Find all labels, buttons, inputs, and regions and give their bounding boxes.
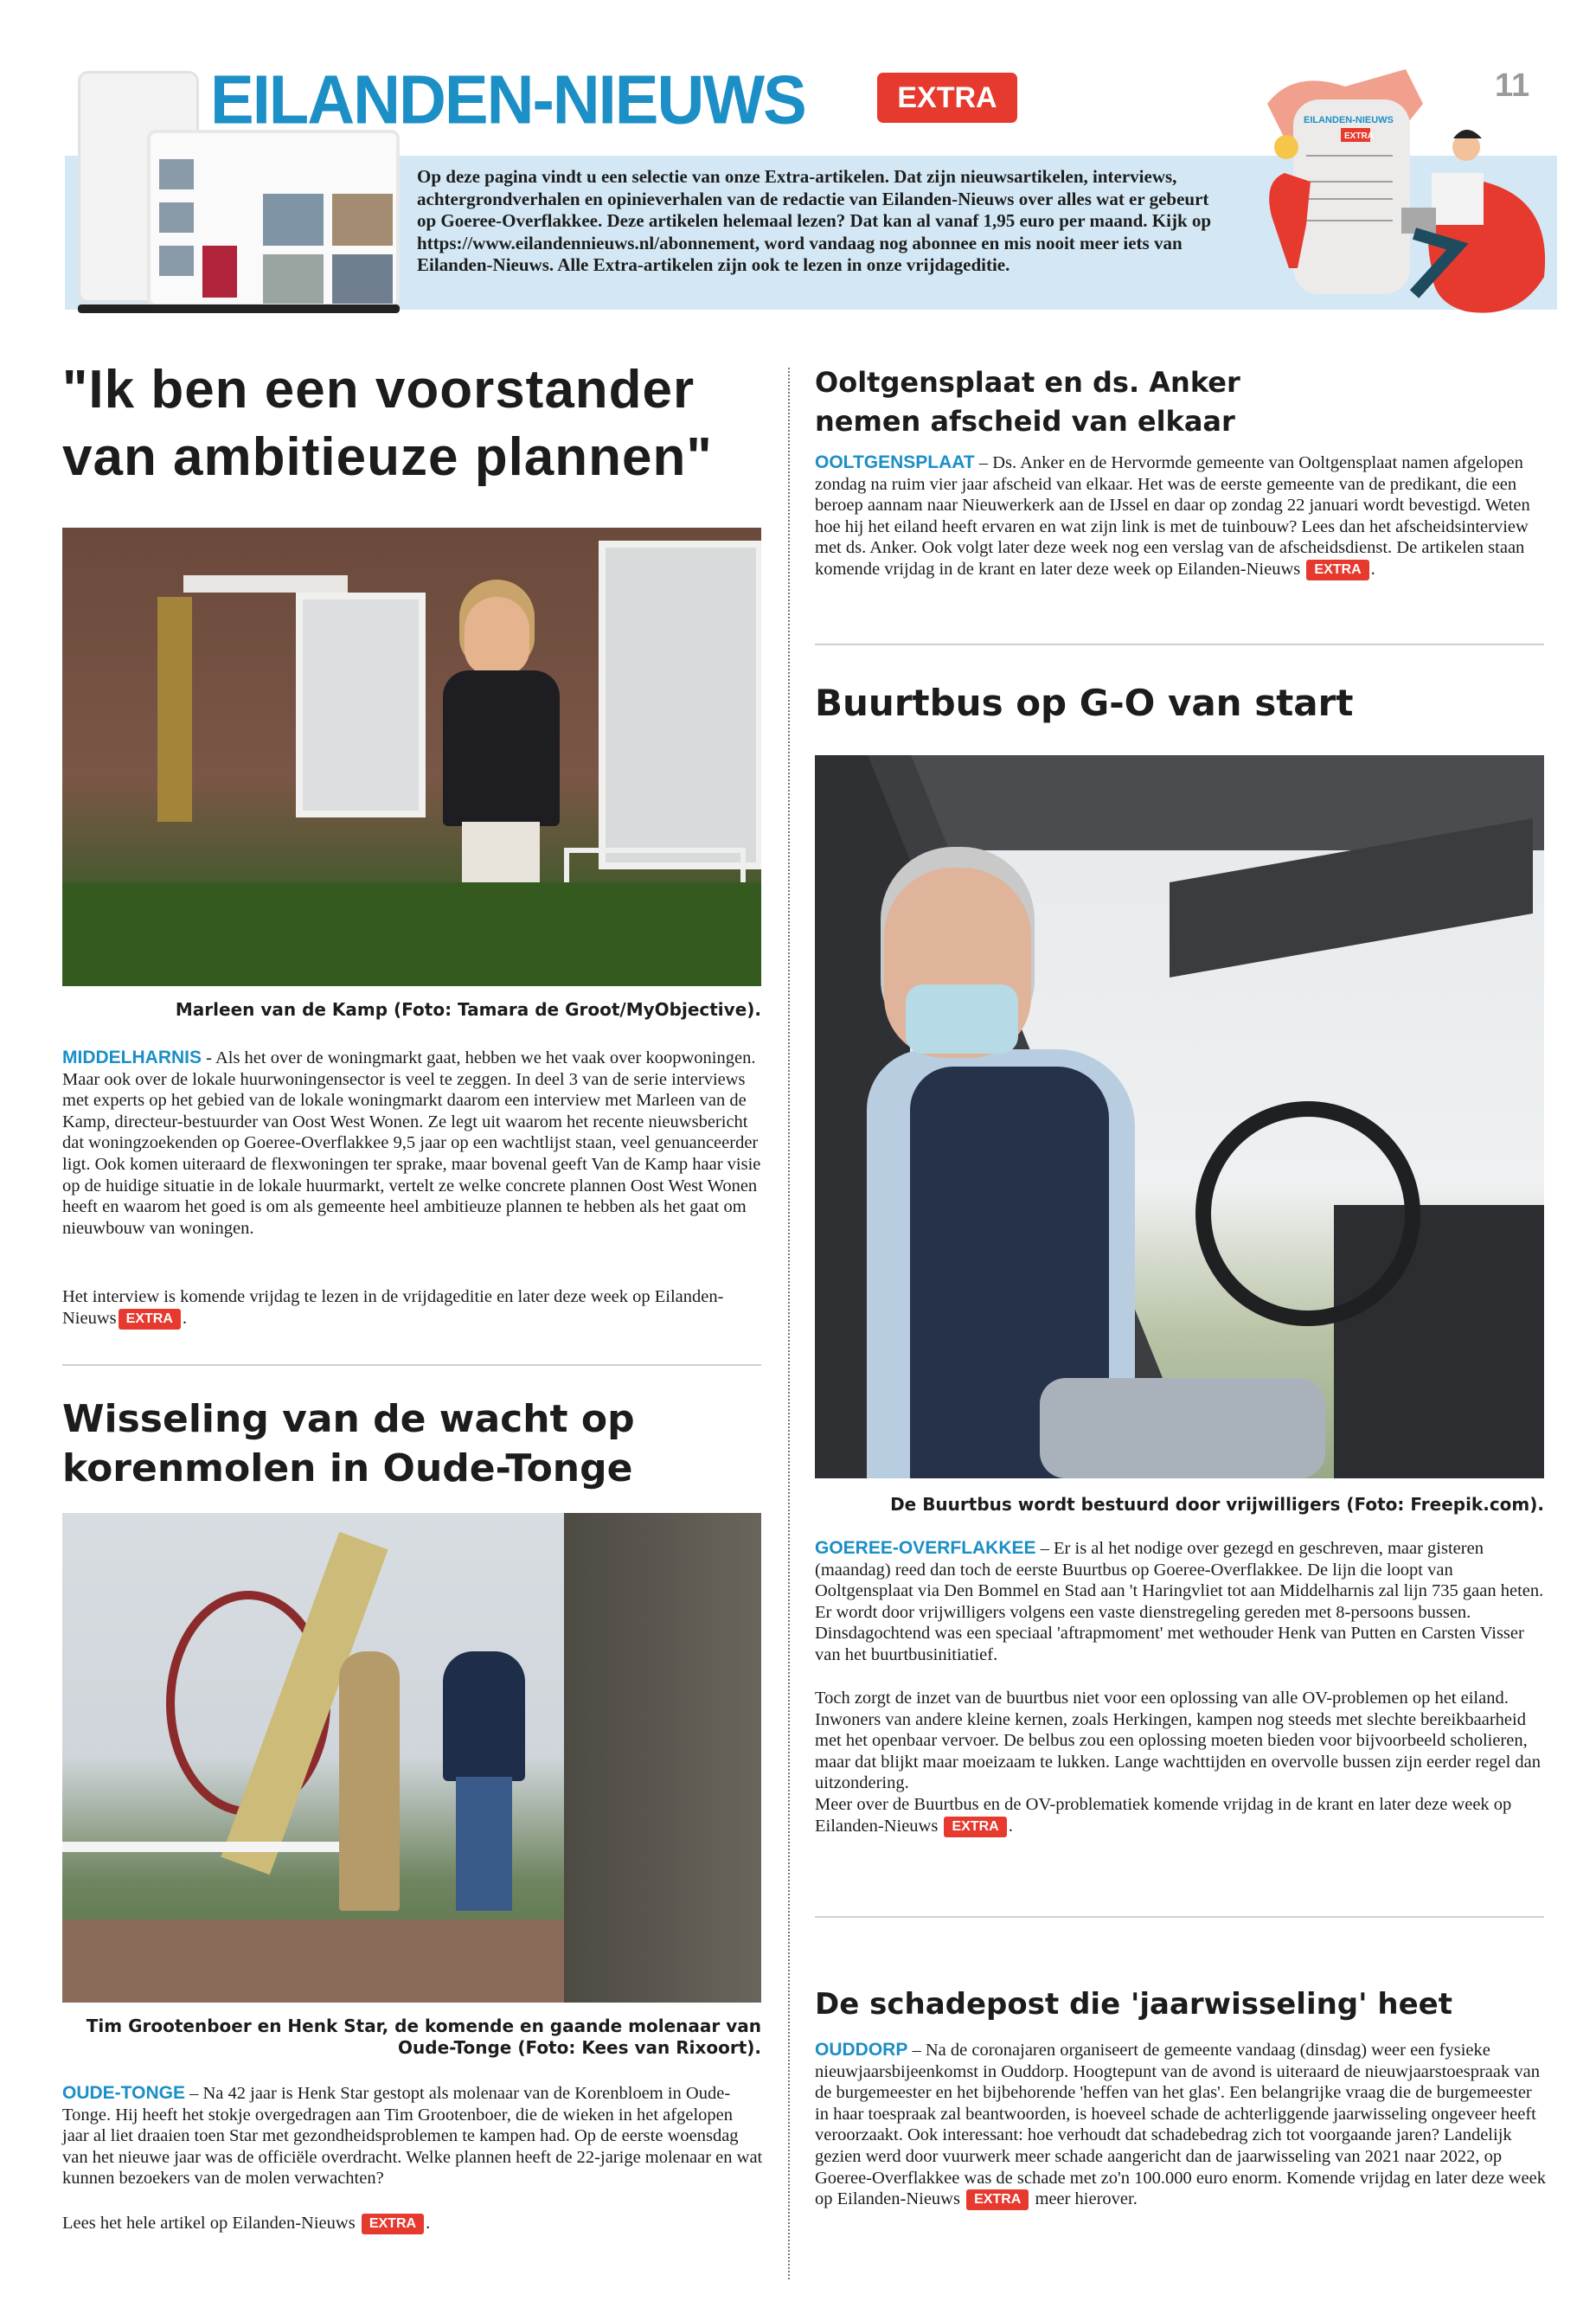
body-molen: [62, 2083, 763, 2189]
footer-text: Het interview is komende vrijdag te lezen in de vrijdageditie en later deze week op Eilanden-Nieuws: [62, 1287, 724, 1328]
article-divider: [815, 1916, 1544, 1918]
footer-end: .: [426, 2214, 431, 2233]
article-text: – Er is al het nodige over gezegd en geschreven, maar gisteren (maandag) reed dan toch de eerste Buurtbus op Goeree-Overflakkee. De lijn die loopt van Ooltgensplaat via Den Bommel en Stad aan 't Haringvliet tot aan Middelharnis zal lijn 735 gaan heten. Er wordt door vrijwilligers volgens een vaste dienstregeling gereden met 8-persoons bussen. Dinsdagochtend was een speciaal 'aftrapmoment' met wethouder Henk van Putten en Carsten Visser van het buurtbusinitiatief.: [815, 1539, 1544, 1664]
article-divider: [815, 644, 1544, 645]
photo-buurtbus-chauffeur: [815, 755, 1544, 1478]
article-text: – Na de coronajaren organiseert de gemeente vandaag (dinsdag) weer een fysieke nieuwjaarsbijeenkomst in Ouddorp. Hoogtepunt van de avond is uiteraard de nieuwjaarstoespraak van de burgemeester en het bijbehorende 'heffen van het glas'. Een belangrijke vraag die de burgemeester in haar toespraak zal beantwoorden, is hoeveel schade de achterliggende jaarwisseling ongeveer heeft veroorzaakt. Ook interessant: hoe verhoudt dat schadebedrag zich tot voorgaande jaren? Landelijk gezien werd door vuurwerk meer schade aangericht dan de jaarwisseling van 2021 naar 2022, op Goeree-Overflakkee was de schade met zo'n 100.000 euro enorm. Komende vrijdag en later deze week op Eilanden-Nieuws: [815, 2041, 1546, 2209]
body-buurtbus: [815, 1538, 1546, 1666]
body-anker: [815, 452, 1546, 580]
caption-woningmarkt: Marleen van de Kamp (Foto: Tamara de Groot/MyObjective).: [175, 999, 761, 1020]
extra-badge-link[interactable]: EXTRA: [966, 2189, 1029, 2210]
page-number: 11: [1495, 67, 1530, 104]
body-buurtbus-2: [815, 1688, 1546, 1837]
illustration-logo: EILANDEN-NIEUWS: [1304, 115, 1394, 125]
extra-badge-link[interactable]: EXTRA: [944, 1817, 1006, 1837]
article-divider: [62, 1364, 761, 1366]
footer-text: Lees het hele artikel op Eilanden-Nieuws: [62, 2214, 356, 2233]
article-text: – Ds. Anker en de Hervormde gemeente van Ooltgensplaat namen afgelopen zondag na ruim vier jaar afscheid van elkaar. Het was de eerste gemeente van de predikant, die een beroep aannam naar Nieuwerkerk aan de IJssel en daar op zondag 22 januari wordt bevestigd. Weten hoe hij het eiland heeft ervaren en wat zijn link is met de tuinbouw? Lees dan het afscheidsinterview met ds. Anker. Ook volgt later deze week nog een verslag van de afscheidsdienst. De artikelen staan komende vrijdag in de krant en later deze week op Eilanden-Nieuws: [815, 453, 1530, 579]
location-label: OUDDORP: [815, 2040, 908, 2060]
extra-badge-link[interactable]: EXTRA: [119, 1309, 181, 1330]
location-label: MIDDELHARNIS: [62, 1048, 202, 1067]
footer-text: Meer over de Buurtbus en de OV-problematiek komende vrijdag in de krant en later deze week op Eilanden-Nieuws: [815, 1794, 1512, 1836]
footer-end: .: [182, 1308, 187, 1328]
extra-badge-link[interactable]: EXTRA: [1306, 560, 1368, 580]
caption-buurtbus: De Buurtbus wordt bestuurd door vrijwilligers (Foto: Freepik.com).: [890, 1494, 1544, 1515]
location-label: GOEREE-OVERFLAKKEE: [815, 1538, 1036, 1558]
article-text: Toch zorgt de inzet van de buurtbus niet voor een oplossing van alle OV-problemen op het eiland. Inwoners van andere kleine kernen, zoals Herkingen, kampen nog steeds met slechte bereikbaarheid met het openbaar vervoer. De belbus zou een oplossing moeten bieden voor bijvoorbeeld scholieren, maar dat blijkt maar moeizaam te lukken. Lange wachttijden en overvolle bussen zijn eerder regel dan uitzondering.: [815, 1689, 1542, 1793]
laptop-mockup-icon: [147, 130, 400, 307]
column-divider: [788, 368, 790, 2279]
footer-end: .: [1370, 559, 1375, 579]
photo-marleen-van-de-kamp: [62, 528, 761, 986]
article-text: – Na 42 jaar is Henk Star gestopt als molenaar van de Korenbloem in Oude-Tonge. Hij heeft het stokje overgedragen aan Tim Grootenboer, die de wieken in het afgelopen jaar al liet draaien toen Star met gezondheidsproblemen te kampen had. Op de eerste woensdag van het nieuwe jaar was de officiële overdracht. Welke plannen heeft de 22-jarige molenaar en wat kunnen bezoekers van de molen verwachten?: [62, 2084, 763, 2189]
body-woningmarkt: [62, 1048, 763, 1239]
extra-badge: EXTRA: [877, 73, 1017, 123]
caption-molen: Tim Grootenboer en Henk Star, de komende en gaande molenaar van Oude-Tonge (Foto: Kees van Rixoort).: [86, 2016, 761, 2058]
body-jaarwisseling: [815, 2040, 1546, 2210]
article-text: - Als het over de woningmarkt gaat, hebben we het vaak over koopwoningen. Maar ook over de lokale huurwoningensector is veel te zeggen. In deel 3 van de serie interviews met experts op het gebied van de lokale woningmarkt daarom een interview met Marleen van de Kamp, directeur-bestuurder van Oost West Wonen. Ze legt uit waarom het recente nieuwsbericht dat woningzoekenden op Goeree-Overflakkee 9,5 jaar op een wachtlijst staan, veel genuanceerder ligt. Ook komen uiteraard de flexwoningen ter sprake, maar bovenal geeft Van de Kamp haar visie op de huidige situatie in de lokale huurmarkt, vertelt ze welke concrete plannen Oost West Wonen heeft en waarom het goed is om als gemeente heel ambitieuze plannen te hebben als het gaat om nieuwbouw van woningen.: [62, 1048, 761, 1238]
laptop-base: [78, 304, 400, 313]
headline-molen[interactable]: Wisseling van de wacht op korenmolen in Oude-Tonge: [62, 1397, 635, 1490]
masthead-logo[interactable]: EILANDEN-NIEUWS: [210, 61, 805, 139]
headline-woningmarkt[interactable]: "Ik ben een voorstander van ambitieuze plannen": [62, 360, 713, 487]
extra-badge-link[interactable]: EXTRA: [362, 2214, 424, 2234]
illustration-badge: EXTRA: [1344, 131, 1374, 141]
footer-woningmarkt: [62, 1286, 763, 1330]
photo-molenaars: [62, 1513, 761, 2003]
footer-end: .: [1008, 1816, 1013, 1836]
headline-anker[interactable]: Ooltgensplaat en ds. Anker nemen afscheid van elkaar: [815, 366, 1240, 438]
intro-text: Op deze pagina vindt u een selectie van onze Extra-artikelen. Dat zijn nieuwsartikelen, interviews, achtergrondverhalen en opinieverhalen van de redactie van Eilanden-Nieuws over alles wat er gebeurt op Goeree-Overflakkee. Deze artikelen helemaal lezen? Dat kan al vanaf 1,95 euro per maand. Kijk op https://www.eilandennieuws.nl/abonnement, word vandaag nog abonnee en mis nooit meer iets van Eilanden-Nieuws. Alle Extra-artikelen zijn ook te lezen in onze vrijdageditie.: [417, 166, 1212, 275]
headline-jaarwisseling[interactable]: De schadepost die 'jaarwisseling' heet: [815, 1987, 1452, 2022]
location-label: OUDE-TONGE: [62, 2083, 185, 2103]
headline-buurtbus[interactable]: Buurtbus op G-O van start: [815, 682, 1354, 724]
footer-end: meer hierover.: [1035, 2189, 1138, 2209]
footer-molen: [62, 2213, 763, 2234]
location-label: OOLTGENSPLAAT: [815, 452, 975, 472]
